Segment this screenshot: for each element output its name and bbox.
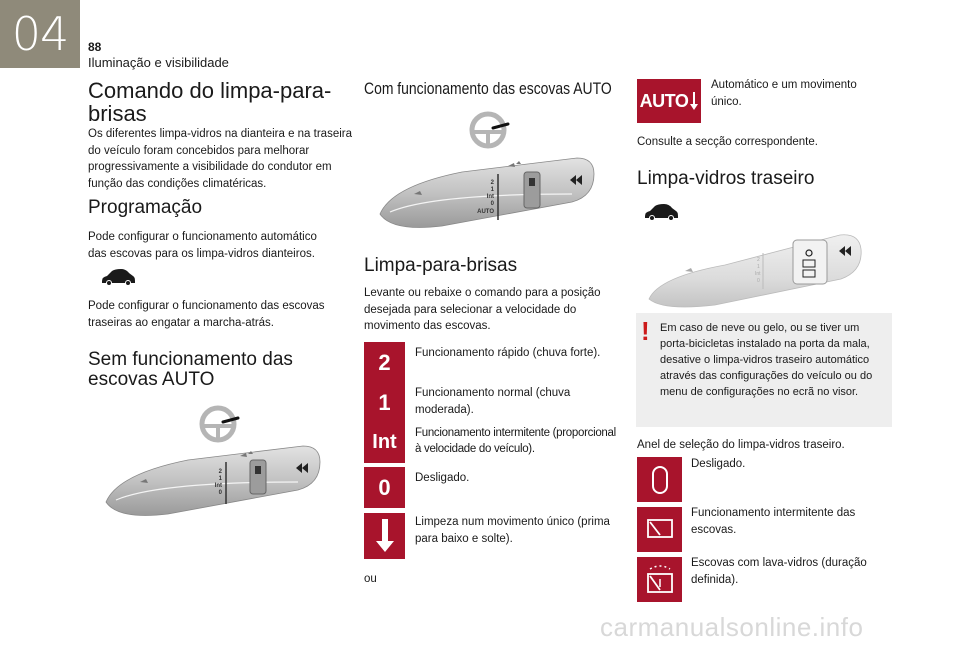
speed-1-icon: 1	[364, 382, 405, 423]
stalk-pos-0: 0	[490, 201, 494, 207]
stalk-pos-2: 2	[490, 180, 494, 186]
auto-text: Automático e um movimento único.	[711, 79, 857, 108]
ring-label: Anel de seleção do limpa-vidros traseiro.	[637, 439, 845, 451]
warning-text: Em caso de neve ou gelo, ou se tiver um porta-bicicletas instalado na porta da mala, desative o limpa-vidros traseiro automático através das configurações do veículo ou do menu de configurações no ecrã no visor.	[660, 322, 873, 398]
rear-washer-text: Escovas com lava-vidros (duração definida).	[691, 557, 867, 586]
single-wipe-text: Limpeza num movimento único (prima para baixo e solte).	[415, 516, 610, 545]
wiper-stalk-illustration-basic	[98, 402, 328, 520]
programming-text: Pode configurar o funcionamento automático das escovas para os limpa-vidros dianteiros.	[88, 231, 317, 260]
section-name: Iluminação e visibilidade	[88, 55, 229, 70]
no-auto-heading: Sem funcionamento das escovas AUTO	[88, 349, 293, 390]
auto-label: AUTO	[639, 90, 689, 111]
warning-exclamation-icon: !	[641, 316, 650, 346]
speed-2-icon: 2	[364, 342, 405, 383]
rear-off-ring-icon	[637, 457, 682, 502]
rear-intermittent-text: Funcionamento intermitente das escovas.	[691, 507, 856, 536]
page-title: Comando do limpa-para-brisas	[88, 78, 332, 126]
rear-off-text: Desligado.	[691, 458, 746, 470]
steering-wheel-icon	[202, 408, 238, 440]
stalk-pos-int: Int	[486, 194, 494, 200]
intro-text: Os diferentes limpa-vidros na dianteira e na traseira do veículo foram concebidos para melhorar progressivamente a visibilidade do condutor em função das condições climatéricas.	[88, 128, 352, 190]
stalk-pos-0: 0	[218, 490, 222, 496]
rear-wiper-intermittent-icon	[637, 507, 682, 552]
car-icon	[641, 201, 681, 223]
car-icon	[100, 266, 136, 288]
watermark: carmanualsonline.info	[600, 612, 864, 642]
auto-button-icon	[637, 79, 701, 123]
rear-programming-text: Pode configurar o funcionamento das escovas traseiras ao engatar a marcha-atrás.	[88, 300, 325, 329]
stalk-pos-1: 1	[218, 476, 222, 482]
intermittent-icon: Int	[364, 422, 405, 463]
consult-text: Consulte a secção correspondente.	[637, 136, 818, 148]
windscreen-wiper-heading: Limpa-para-brisas	[364, 255, 518, 276]
intermittent-text: Funcionamento intermitente (proporcional à velocidade do veículo).	[415, 427, 616, 455]
wiper-stalk-illustration-auto	[372, 108, 602, 232]
speed-2-text: Funcionamento rápido (chuva forte).	[415, 347, 601, 359]
programming-heading: Programação	[88, 197, 203, 218]
page-number: 88	[88, 40, 102, 54]
svg-text:0: 0	[757, 278, 760, 284]
speed-1-text: Funcionamento normal (chuva moderada).	[415, 387, 571, 416]
svg-text:1: 1	[757, 264, 760, 270]
stalk-pos-2: 2	[218, 469, 222, 475]
svg-text:2: 2	[757, 257, 760, 263]
or-text: ou	[364, 573, 377, 585]
rear-wiper-stalk-illustration	[645, 227, 870, 309]
svg-text:Int: Int	[755, 271, 761, 277]
off-icon: 0	[364, 467, 405, 508]
auto-heading: Com funcionamento das escovas AUTO	[364, 79, 612, 98]
steering-wheel-icon	[472, 114, 508, 146]
chapter-tab: 04	[0, 0, 80, 68]
off-text: Desligado.	[415, 472, 470, 484]
windscreen-wiper-text: Levante ou rebaixe o comando para a posição desejada para selecionar a velocidade do movimento das escovas.	[364, 287, 601, 332]
rear-wiper-washer-icon	[637, 557, 682, 602]
rear-wiper-heading: Limpa-vidros traseiro	[637, 168, 815, 189]
stalk-pos-int: Int	[214, 483, 222, 489]
stalk-pos-1: 1	[490, 187, 494, 193]
single-wipe-arrow-down-icon	[364, 513, 405, 559]
stalk-pos-auto: AUTO	[477, 209, 494, 215]
